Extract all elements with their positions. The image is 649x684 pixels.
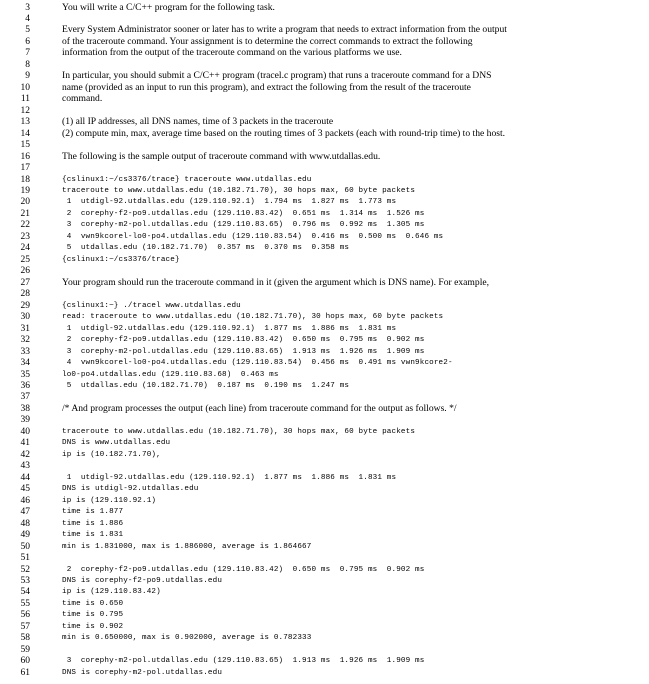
document-line <box>0 82 649 94</box>
code-line-text: min is 0.650000, max is 0.902000, average is 0.782333 <box>62 634 312 643</box>
document-line <box>0 277 649 289</box>
line-number: 7 <box>25 48 30 59</box>
code-line-text: 2 corephy-f2-po9.utdallas.edu (129.110.83.42) 0.650 ms 0.795 ms 0.902 ms <box>62 565 425 574</box>
document-line <box>0 93 649 105</box>
line-number: 21 <box>20 208 30 219</box>
document-line <box>0 219 649 231</box>
document-line <box>0 128 649 140</box>
document-line <box>0 254 649 266</box>
prose-line-text: (2) compute min, max, average time based on the routing times of 3 packets (each with round-trip time) to the host. <box>62 127 506 139</box>
prose-line-text: command. <box>62 93 103 105</box>
line-number: 18 <box>20 174 30 185</box>
document-line <box>0 667 649 679</box>
line-number: 11 <box>20 94 30 105</box>
line-number: 27 <box>20 277 30 288</box>
code-line-text: 4 vwn9kcorel-lo0-po4.utdallas.edu (129.110.83.54) 0.456 ms 0.491 ms vwn9kcore2- <box>62 359 453 368</box>
document-line <box>0 391 649 403</box>
line-number: 55 <box>20 598 30 609</box>
line-number: 31 <box>20 323 30 334</box>
line-number: 35 <box>20 369 30 380</box>
line-number: 50 <box>20 541 30 552</box>
document-line <box>0 403 649 415</box>
document-line <box>0 575 649 587</box>
line-number: 45 <box>20 484 30 495</box>
document-line <box>0 231 649 243</box>
code-line-text: 3 corephy-m2-pol.utdallas.edu (129.110.83.65) 0.796 ms 0.992 ms 1.305 ms <box>62 221 425 230</box>
line-number: 44 <box>20 472 30 483</box>
document-line <box>0 47 649 59</box>
document-line <box>0 460 649 472</box>
prose-line-text: The following is the sample output of traceroute command with www.utdallas.edu. <box>62 150 381 162</box>
document-line <box>0 529 649 541</box>
line-number: 16 <box>20 151 30 162</box>
code-line-text: DNS is corephy-m2-pol.utdallas.edu <box>62 668 223 677</box>
prose-line-text: In particular, you should submit a C/C++ program (tracel.c program) that runs a traceroute command for a DNS <box>62 70 492 82</box>
line-number: 24 <box>20 243 30 254</box>
line-number: 14 <box>20 128 30 139</box>
code-line-text: {cslinux1:~/cs3376/trace} traceroute www.utdallas.edu <box>62 175 312 184</box>
document-line <box>0 242 649 254</box>
line-number: 59 <box>20 644 30 655</box>
document-line <box>0 288 649 300</box>
document-line <box>0 105 649 117</box>
line-number: 6 <box>25 36 30 47</box>
line-number: 3 <box>25 2 30 13</box>
line-number: 29 <box>20 300 30 311</box>
document-line <box>0 564 649 576</box>
code-line-text: 2 corephy-f2-po9.utdallas.edu (129.110.83.42) 0.650 ms 0.795 ms 0.902 ms <box>62 336 425 345</box>
code-line-text: 1 utdigl-92.utdallas.edu (129.110.92.1) 1.794 ms 1.827 ms 1.773 ms <box>62 198 397 207</box>
code-line-text: 5 utdallas.edu (10.182.71.70) 0.357 ms 0.370 ms 0.358 ms <box>62 244 350 253</box>
code-line-text: ip is (10.182.71.70), <box>62 450 161 459</box>
code-line-text: traceroute to www.utdallas.edu (10.182.71.70), 30 hops max, 60 byte packets <box>62 187 416 196</box>
code-line-text: lo0-po4.utdallas.edu (129.110.83.68) 0.463 ms <box>62 370 279 379</box>
document-line <box>0 24 649 36</box>
line-number: 28 <box>20 289 30 300</box>
prose-line-text: information from the output of the traceroute command on the various platforms we use. <box>62 47 402 59</box>
line-number: 40 <box>20 426 30 437</box>
document-line <box>0 609 649 621</box>
code-line-text: DNS is www.utdallas.edu <box>62 439 171 448</box>
document-line <box>0 70 649 82</box>
line-number: 5 <box>25 25 30 36</box>
document-line <box>0 346 649 358</box>
code-line-text: DNS is utdigl-92.utdallas.edu <box>62 485 199 494</box>
code-line-text: 2 corephy-f2-po9.utdallas.edu (129.110.83.42) 0.651 ms 1.314 ms 1.526 ms <box>62 209 425 218</box>
document-line <box>0 323 649 335</box>
document-line <box>0 208 649 220</box>
document-line <box>0 369 649 381</box>
document-line <box>0 655 649 667</box>
code-line-text: time is 0.795 <box>62 611 124 620</box>
code-line-text: {cslinux1:~} ./tracel www.utdallas.edu <box>62 301 241 310</box>
prose-line-text: Every System Administrator sooner or later has to write a program that needs to extract information from the output <box>62 24 507 36</box>
document-line <box>0 334 649 346</box>
prose-line-text: You will write a C/C++ program for the following task. <box>62 1 275 13</box>
line-number: 57 <box>20 621 30 632</box>
document-line <box>0 185 649 197</box>
code-line-text: DNS is corephy-f2-po9.utdallas.edu <box>62 577 223 585</box>
code-line-text: time is 1.877 <box>62 508 124 517</box>
line-number: 49 <box>20 530 30 541</box>
document-line <box>0 2 649 14</box>
document-line <box>0 437 649 449</box>
document-line <box>0 357 649 369</box>
code-line-text: {cslinux1:~/cs3376/trace} <box>62 255 180 264</box>
line-number: 34 <box>20 358 30 369</box>
document-line <box>0 13 649 25</box>
code-line-text: ip is (129.110.83.42) <box>62 588 161 597</box>
line-number: 53 <box>20 576 30 586</box>
line-number: 17 <box>20 163 30 174</box>
document-line <box>0 311 649 323</box>
line-number: 41 <box>20 438 30 449</box>
line-number: 46 <box>20 495 30 506</box>
code-line-text: 5 utdallas.edu (10.182.71.70) 0.187 ms 0.190 ms 1.247 ms <box>62 382 350 390</box>
line-number: 51 <box>20 553 30 564</box>
line-number: 19 <box>20 186 30 197</box>
line-number: 43 <box>20 461 30 472</box>
line-number: 26 <box>20 266 30 277</box>
document-line <box>0 495 649 507</box>
line-number: 32 <box>20 335 30 346</box>
document-line <box>0 414 649 426</box>
line-number: 22 <box>20 220 30 231</box>
line-number: 25 <box>20 254 30 265</box>
document-line <box>0 380 649 392</box>
line-number: 20 <box>20 197 30 208</box>
line-number: 61 <box>20 667 30 678</box>
line-number: 33 <box>20 346 30 357</box>
document-line <box>0 506 649 518</box>
document-line <box>0 265 649 277</box>
code-line-text: time is 1.831 <box>62 531 124 540</box>
prose-line-text: (1) all IP addresses, all DNS names, time of 3 packets in the traceroute <box>62 116 334 128</box>
line-number: 42 <box>20 449 30 460</box>
line-number: 10 <box>20 82 30 93</box>
line-number: 58 <box>20 633 30 644</box>
code-line-text: 3 corephy-m2-pol.utdallas.edu (129.110.83.65) 1.913 ms 1.926 ms 1.909 ms <box>62 657 425 666</box>
document-line <box>0 116 649 128</box>
document-line <box>0 151 649 163</box>
line-number: 52 <box>20 564 30 575</box>
document-line <box>0 36 649 48</box>
prose-line-text: of the traceroute command. Your assignment is to determine the correct commands to extract the following <box>62 35 473 47</box>
line-number: 36 <box>20 381 30 391</box>
line-number: 56 <box>20 610 30 621</box>
line-number: 4 <box>25 13 30 24</box>
line-number: 23 <box>20 231 30 242</box>
line-number: 54 <box>20 587 30 598</box>
document-line <box>0 632 649 644</box>
document-line <box>0 644 649 656</box>
line-number: 39 <box>20 415 30 426</box>
code-line-text: 1 utdigl-92.utdallas.edu (129.110.92.1) 1.877 ms 1.886 ms 1.831 ms <box>62 473 397 482</box>
document-line <box>0 598 649 610</box>
prose-line-text: name (provided as an input to run this program), and extract the following from the result of the traceroute <box>62 81 471 93</box>
line-number: 15 <box>20 140 30 151</box>
code-line-text: time is 1.886 <box>62 519 124 528</box>
code-line-text: 4 vwn9kcorel-lo0-po4.utdallas.edu (129.110.83.54) 0.416 ms 0.500 ms 0.646 ms <box>62 232 444 241</box>
document-line <box>0 541 649 553</box>
document-line <box>0 196 649 208</box>
code-line-text: read: traceroute to www.utdallas.edu (10.182.71.70), 30 hops max, 60 byte packets <box>62 313 444 322</box>
line-number: 30 <box>20 312 30 323</box>
code-line-text: ip is (129.110.92.1) <box>62 496 157 505</box>
document-line <box>0 518 649 530</box>
line-number: 8 <box>25 59 30 70</box>
line-number: 12 <box>20 105 30 116</box>
document-line <box>0 59 649 71</box>
line-number: 13 <box>20 117 30 128</box>
line-number: 37 <box>20 392 30 403</box>
code-line-text: 1 utdigl-92.utdallas.edu (129.110.92.1) 1.877 ms 1.886 ms 1.831 ms <box>62 324 397 333</box>
document-line <box>0 426 649 438</box>
line-number: 60 <box>20 656 30 667</box>
document-line <box>0 586 649 598</box>
line-number: 38 <box>20 403 30 414</box>
code-line-text: 3 corephy-m2-pol.utdallas.edu (129.110.83.65) 1.913 ms 1.926 ms 1.909 ms <box>62 347 425 356</box>
code-line-text: time is 0.650 <box>62 599 124 608</box>
code-line-text: min is 1.831000, max is 1.886000, average is 1.864667 <box>62 542 312 551</box>
document-line <box>0 174 649 186</box>
document-line <box>0 300 649 312</box>
line-number: 48 <box>20 518 30 529</box>
document-line <box>0 139 649 151</box>
document-line <box>0 552 649 564</box>
document-line <box>0 483 649 495</box>
line-number: 9 <box>25 71 30 82</box>
document-line <box>0 449 649 461</box>
code-line-text: time is 0.902 <box>62 622 124 631</box>
prose-line-text: Your program should run the traceroute command in it (given the argument which is DNS name). For example, <box>62 276 490 288</box>
document-line <box>0 621 649 633</box>
prose-line-text: /* And program processes the output (each line) from traceroute command for the output as follows. */ <box>62 402 457 414</box>
code-line-text: traceroute to www.utdallas.edu (10.182.71.70), 30 hops max, 60 byte packets <box>62 427 416 436</box>
document-line <box>0 162 649 174</box>
document-line <box>0 472 649 484</box>
line-number: 47 <box>20 507 30 518</box>
